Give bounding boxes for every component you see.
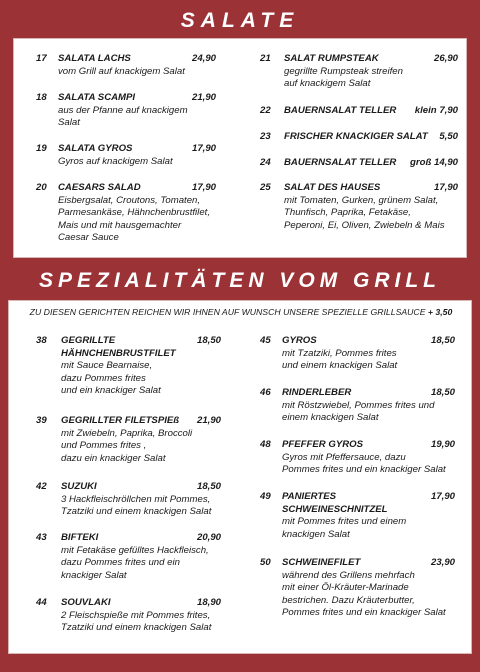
salate-heading: SALATE <box>180 9 300 32</box>
item-description <box>58 66 185 79</box>
item-description-line: Gyros mit Pfeffersauce, dazu <box>282 451 406 463</box>
item-name: SCHWEINEFILET <box>282 557 361 568</box>
item-description-line: Eisbergsalat, Croutons, Tomaten, <box>58 194 201 206</box>
item-number: 42 <box>36 481 47 492</box>
item-description-line: knackiger Salat <box>61 569 127 581</box>
item-description <box>61 494 211 519</box>
item-description <box>61 610 211 635</box>
item-name: FRISCHER KNACKIGER SALAT <box>284 131 428 142</box>
item-description-line: mit Zwiebeln, Paprika, Broccoli <box>61 427 193 439</box>
item-number: 17 <box>36 53 47 64</box>
item-description-line: aus der Pfanne auf knackigem <box>58 104 188 116</box>
item-name: CAESARS SALAD <box>58 182 141 193</box>
item-name: SALATA SCAMPI <box>58 92 136 103</box>
item-description-line: mit Pommes frites und einem <box>282 516 407 527</box>
item-description-line: und Pommes frites , <box>61 440 147 451</box>
item-description-line: Thunfisch, Paprika, Fetakäse, <box>284 207 411 218</box>
item-price: 18,50 <box>196 335 221 346</box>
item-number: 24 <box>260 157 271 168</box>
item-description-line: Caesar Sauce <box>58 232 119 243</box>
item-description-line: mit Röstzwiebel, Pommes frites und <box>282 399 435 411</box>
item-description-line: knackigen Salat <box>282 528 350 540</box>
grillsauce-note <box>9 307 473 317</box>
item-number: 45 <box>260 335 271 346</box>
item-description-line: und einem knackigen Salat <box>282 360 398 371</box>
item-name: SALATA GYROS <box>58 143 133 154</box>
item-number: 19 <box>36 143 47 154</box>
item-description-line: dazu Pommes frites und ein <box>61 557 180 568</box>
item-description-line: mit einer Öl-Kräuter-Marinade <box>282 582 409 593</box>
item-description <box>282 516 406 541</box>
item-description <box>61 428 192 466</box>
item-description-line: vom Grill auf knackigem Salat <box>58 65 185 77</box>
item-description-line: einem knackigen Salat <box>282 412 379 423</box>
item-price: 17,90 <box>191 143 216 154</box>
grillsauce-note-price: + 3,50 <box>427 307 453 317</box>
item-name: GEGRILLTER FILETSPIEß <box>61 415 180 426</box>
grill-panel <box>8 300 472 654</box>
item-description-line: Parmesankäse, Hähnchenbrustfilet, <box>58 207 210 218</box>
item-price: 20,90 <box>196 532 221 543</box>
item-description-line: Salat <box>58 117 80 128</box>
item-number: 18 <box>36 92 47 103</box>
item-number: 21 <box>260 53 271 64</box>
item-name: PFEFFER GYROS <box>282 439 364 450</box>
item-description-line: Tzatziki und einem knackigen Salat <box>61 506 212 517</box>
item-name-second-line: HÄHNCHENBRUSTFILET <box>61 347 176 359</box>
item-description <box>284 195 445 233</box>
item-name: SALATA LACHS <box>58 53 131 64</box>
item-number: 48 <box>260 439 271 450</box>
item-price: 17,90 <box>191 182 216 193</box>
item-description-line: mit Fetakäse gefülltes Hackfleisch, <box>61 544 209 556</box>
item-description <box>61 360 161 398</box>
item-number: 44 <box>36 597 47 608</box>
item-description-line: gegrillte Rumpsteak streifen <box>284 65 403 77</box>
item-price: 18,50 <box>430 335 455 346</box>
item-price: 19,90 <box>430 439 455 450</box>
item-price: 5,50 <box>439 131 458 142</box>
grill-heading: SPEZIALITÄTEN VOM GRILL <box>39 269 441 292</box>
item-description-line: Pommes frites und ein knackiger Salat <box>282 607 446 618</box>
grillsauce-note-text: ZU DIESEN GERICHTEN REICHEN WIR IHNEN AUF WUNSCH UNSERE SPEZIELLE GRILLSAUCE <box>29 307 426 317</box>
item-description-line: während des Grillens mehrfach <box>282 569 415 581</box>
item-description-line: dazu Pommes frites <box>61 372 146 384</box>
item-name: GEGRILLTE <box>61 335 116 346</box>
item-price: klein 7,90 <box>414 105 458 116</box>
item-price: groß 14,90 <box>410 157 458 168</box>
item-description <box>282 452 446 477</box>
item-number: 43 <box>36 532 47 543</box>
item-description <box>282 400 434 425</box>
item-description-line: Peperoni, Ei, Oliven, Zwiebeln & Mais <box>284 219 445 231</box>
item-description-line: mit Tzatziki, Pommes frites <box>282 347 397 359</box>
item-description <box>61 545 209 583</box>
item-number: 50 <box>260 557 271 568</box>
item-description-line: dazu ein knackiger Salat <box>61 452 166 464</box>
item-name: SALAT RUMPSTEAK <box>284 53 379 64</box>
item-number: 39 <box>36 415 47 426</box>
item-description-line: auf knackigem Salat <box>284 78 371 89</box>
item-description-line: Gyros auf knackigem Salat <box>58 155 173 167</box>
item-description <box>58 195 210 245</box>
item-name: BIFTEKI <box>61 532 99 543</box>
item-price: 23,90 <box>430 557 455 568</box>
item-price: 21,90 <box>196 415 221 426</box>
item-name: SUZUKI <box>61 481 97 492</box>
item-description <box>58 105 188 130</box>
item-number: 20 <box>36 182 47 193</box>
item-description-line: und ein knackiger Salat <box>61 385 161 396</box>
item-description-line: Pommes frites und ein knackiger Salat <box>282 464 446 475</box>
item-name: RINDERLEBER <box>282 387 352 398</box>
item-name: BAUERNSALAT TELLER <box>284 157 397 168</box>
item-description <box>282 570 446 620</box>
item-description-line: Tzatziki und einem knackigen Salat <box>61 622 212 633</box>
item-description-line: 3 Hackfleischröllchen mit Pommes, <box>61 493 211 505</box>
item-number: 46 <box>260 387 271 398</box>
item-price: 24,90 <box>191 53 216 64</box>
item-name: SALAT DES HAUSES <box>284 182 381 193</box>
item-name: BAUERNSALAT TELLER <box>284 105 397 116</box>
item-description-line: Mais und mit hausgemachter <box>58 219 182 231</box>
item-price: 17,90 <box>433 182 458 193</box>
item-description-line: mit Tomaten, Gurken, grünem Salat, <box>284 194 439 206</box>
item-name: PANIERTES <box>282 491 337 502</box>
item-price: 18,50 <box>430 387 455 398</box>
item-description <box>58 156 173 169</box>
item-number: 38 <box>36 335 47 346</box>
item-name: SOUVLAKI <box>61 597 111 608</box>
item-description <box>284 66 403 91</box>
salate-panel <box>13 38 467 258</box>
item-number: 25 <box>260 182 271 193</box>
item-price: 17,90 <box>430 491 455 502</box>
item-price: 18,90 <box>196 597 221 608</box>
item-price: 18,50 <box>196 481 221 492</box>
item-description-line: 2 Fleischspieße mit Pommes frites, <box>61 609 211 621</box>
item-description-line: bestrichen. Dazu Kräuterbutter, <box>282 594 415 606</box>
item-name: GYROS <box>282 335 317 346</box>
item-number: 49 <box>260 491 271 502</box>
item-number: 23 <box>260 131 271 142</box>
item-name-second-line: SCHWEINESCHNITZEL <box>282 503 388 515</box>
item-description <box>282 348 397 373</box>
item-number: 22 <box>260 105 271 116</box>
item-price: 21,90 <box>191 92 216 103</box>
item-description-line: mit Sauce Bearnaise, <box>61 360 153 371</box>
item-price: 26,90 <box>433 53 458 64</box>
